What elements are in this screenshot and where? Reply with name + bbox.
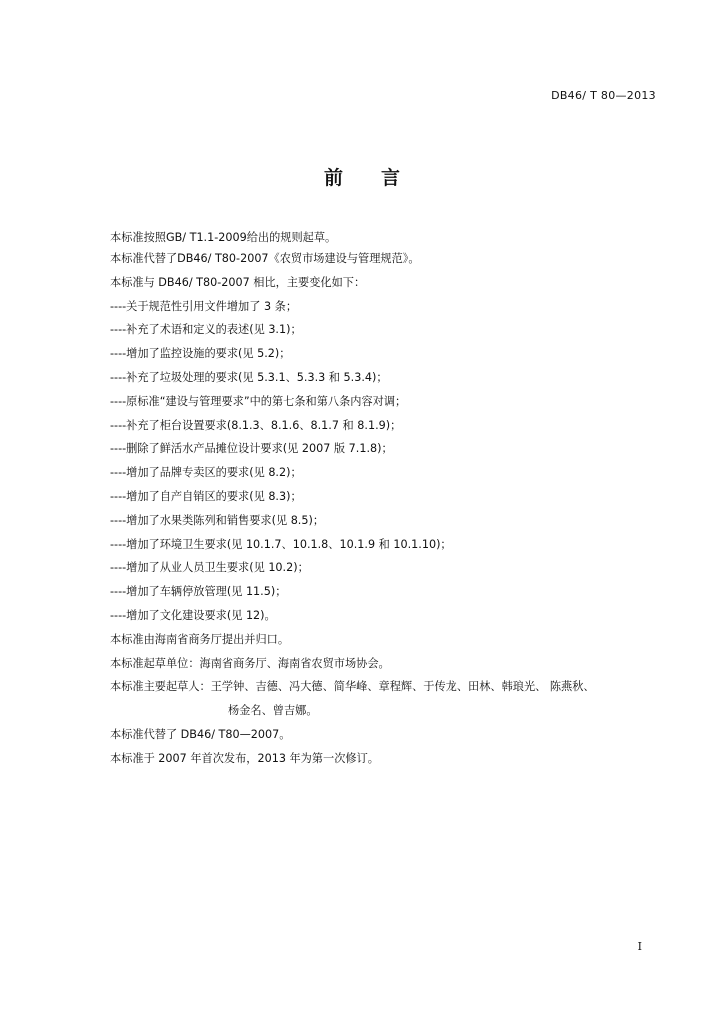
document-code: DB46/ T 80—2013 <box>551 89 656 102</box>
drafters-continuation: 杨金名、曾吉娜。 <box>228 704 318 718</box>
title-part-1: 前 <box>323 167 343 189</box>
page-title <box>0 163 724 190</box>
change-item: ----补充了术语和定义的表述(见 3.1)； <box>110 323 302 337</box>
foreword-line: 本标准起草单位：海南省商务厅、海南省农贸市场协会。 <box>110 656 390 670</box>
foreword-line: 本标准与 DB46/ T80-2007 相比，主要变化如下： <box>110 275 366 289</box>
foreword-line: 本标准代替了 DB46/ T80—2007。 <box>110 727 291 741</box>
change-item: ----增加了从业人员卫生要求(见 10.2)； <box>110 561 309 575</box>
change-item: ----增加了车辆停放管理(见 11.5)； <box>110 585 287 599</box>
foreword-line: 本标准于 2007 年首次发布，2013 年为第一次修订。 <box>110 751 379 765</box>
change-item: ----增加了环境卫生要求(见 10.1.7、10.1.8、10.1.9 和 10.1.10)； <box>110 537 452 551</box>
change-item: ----关于规范性引用文件增加了 3 条； <box>110 299 298 313</box>
change-item: ----原标准“建设与管理要求”中的第七条和第八条内容对调； <box>110 394 407 408</box>
foreword-line: 本标准代替了DB46/ T80-2007《农贸市场建设与管理规范》。 <box>110 252 420 265</box>
foreword-body <box>110 229 670 771</box>
foreword-line: 本标准按照GB/ T1.1-2009给出的规则起草。 <box>110 231 337 244</box>
drafters-line: 本标准主要起草人：王学钟、吉德、冯大德、简华峰、章程辉、于传龙、田林、韩琅光、 陈燕秋、 <box>110 680 595 694</box>
page-number: I <box>637 940 642 953</box>
change-item: ----增加了品牌专卖区的要求(见 8.2)； <box>110 466 302 480</box>
change-item: ----补充了柜台设置要求(8.1.3、8.1.6、8.1.7 和 8.1.9)； <box>110 418 402 432</box>
change-item: ----增加了自产自销区的要求(见 8.3)； <box>110 489 302 503</box>
change-item: ----补充了垃圾处理的要求(见 5.3.1、5.3.3 和 5.3.4)； <box>110 370 388 384</box>
title-part-2: 言 <box>381 167 401 189</box>
change-item: ----增加了水果类陈列和销售要求(见 8.5)； <box>110 513 325 527</box>
foreword-line: 本标准由海南省商务厅提出并归口。 <box>110 632 290 646</box>
change-item: ----增加了文化建设要求(见 12)。 <box>110 608 276 622</box>
change-item: ----增加了监控设施的要求(见 5.2)； <box>110 347 291 361</box>
change-item: ----删除了鲜活水产品摊位设计要求(见 2007 版 7.1.8)； <box>110 442 393 456</box>
